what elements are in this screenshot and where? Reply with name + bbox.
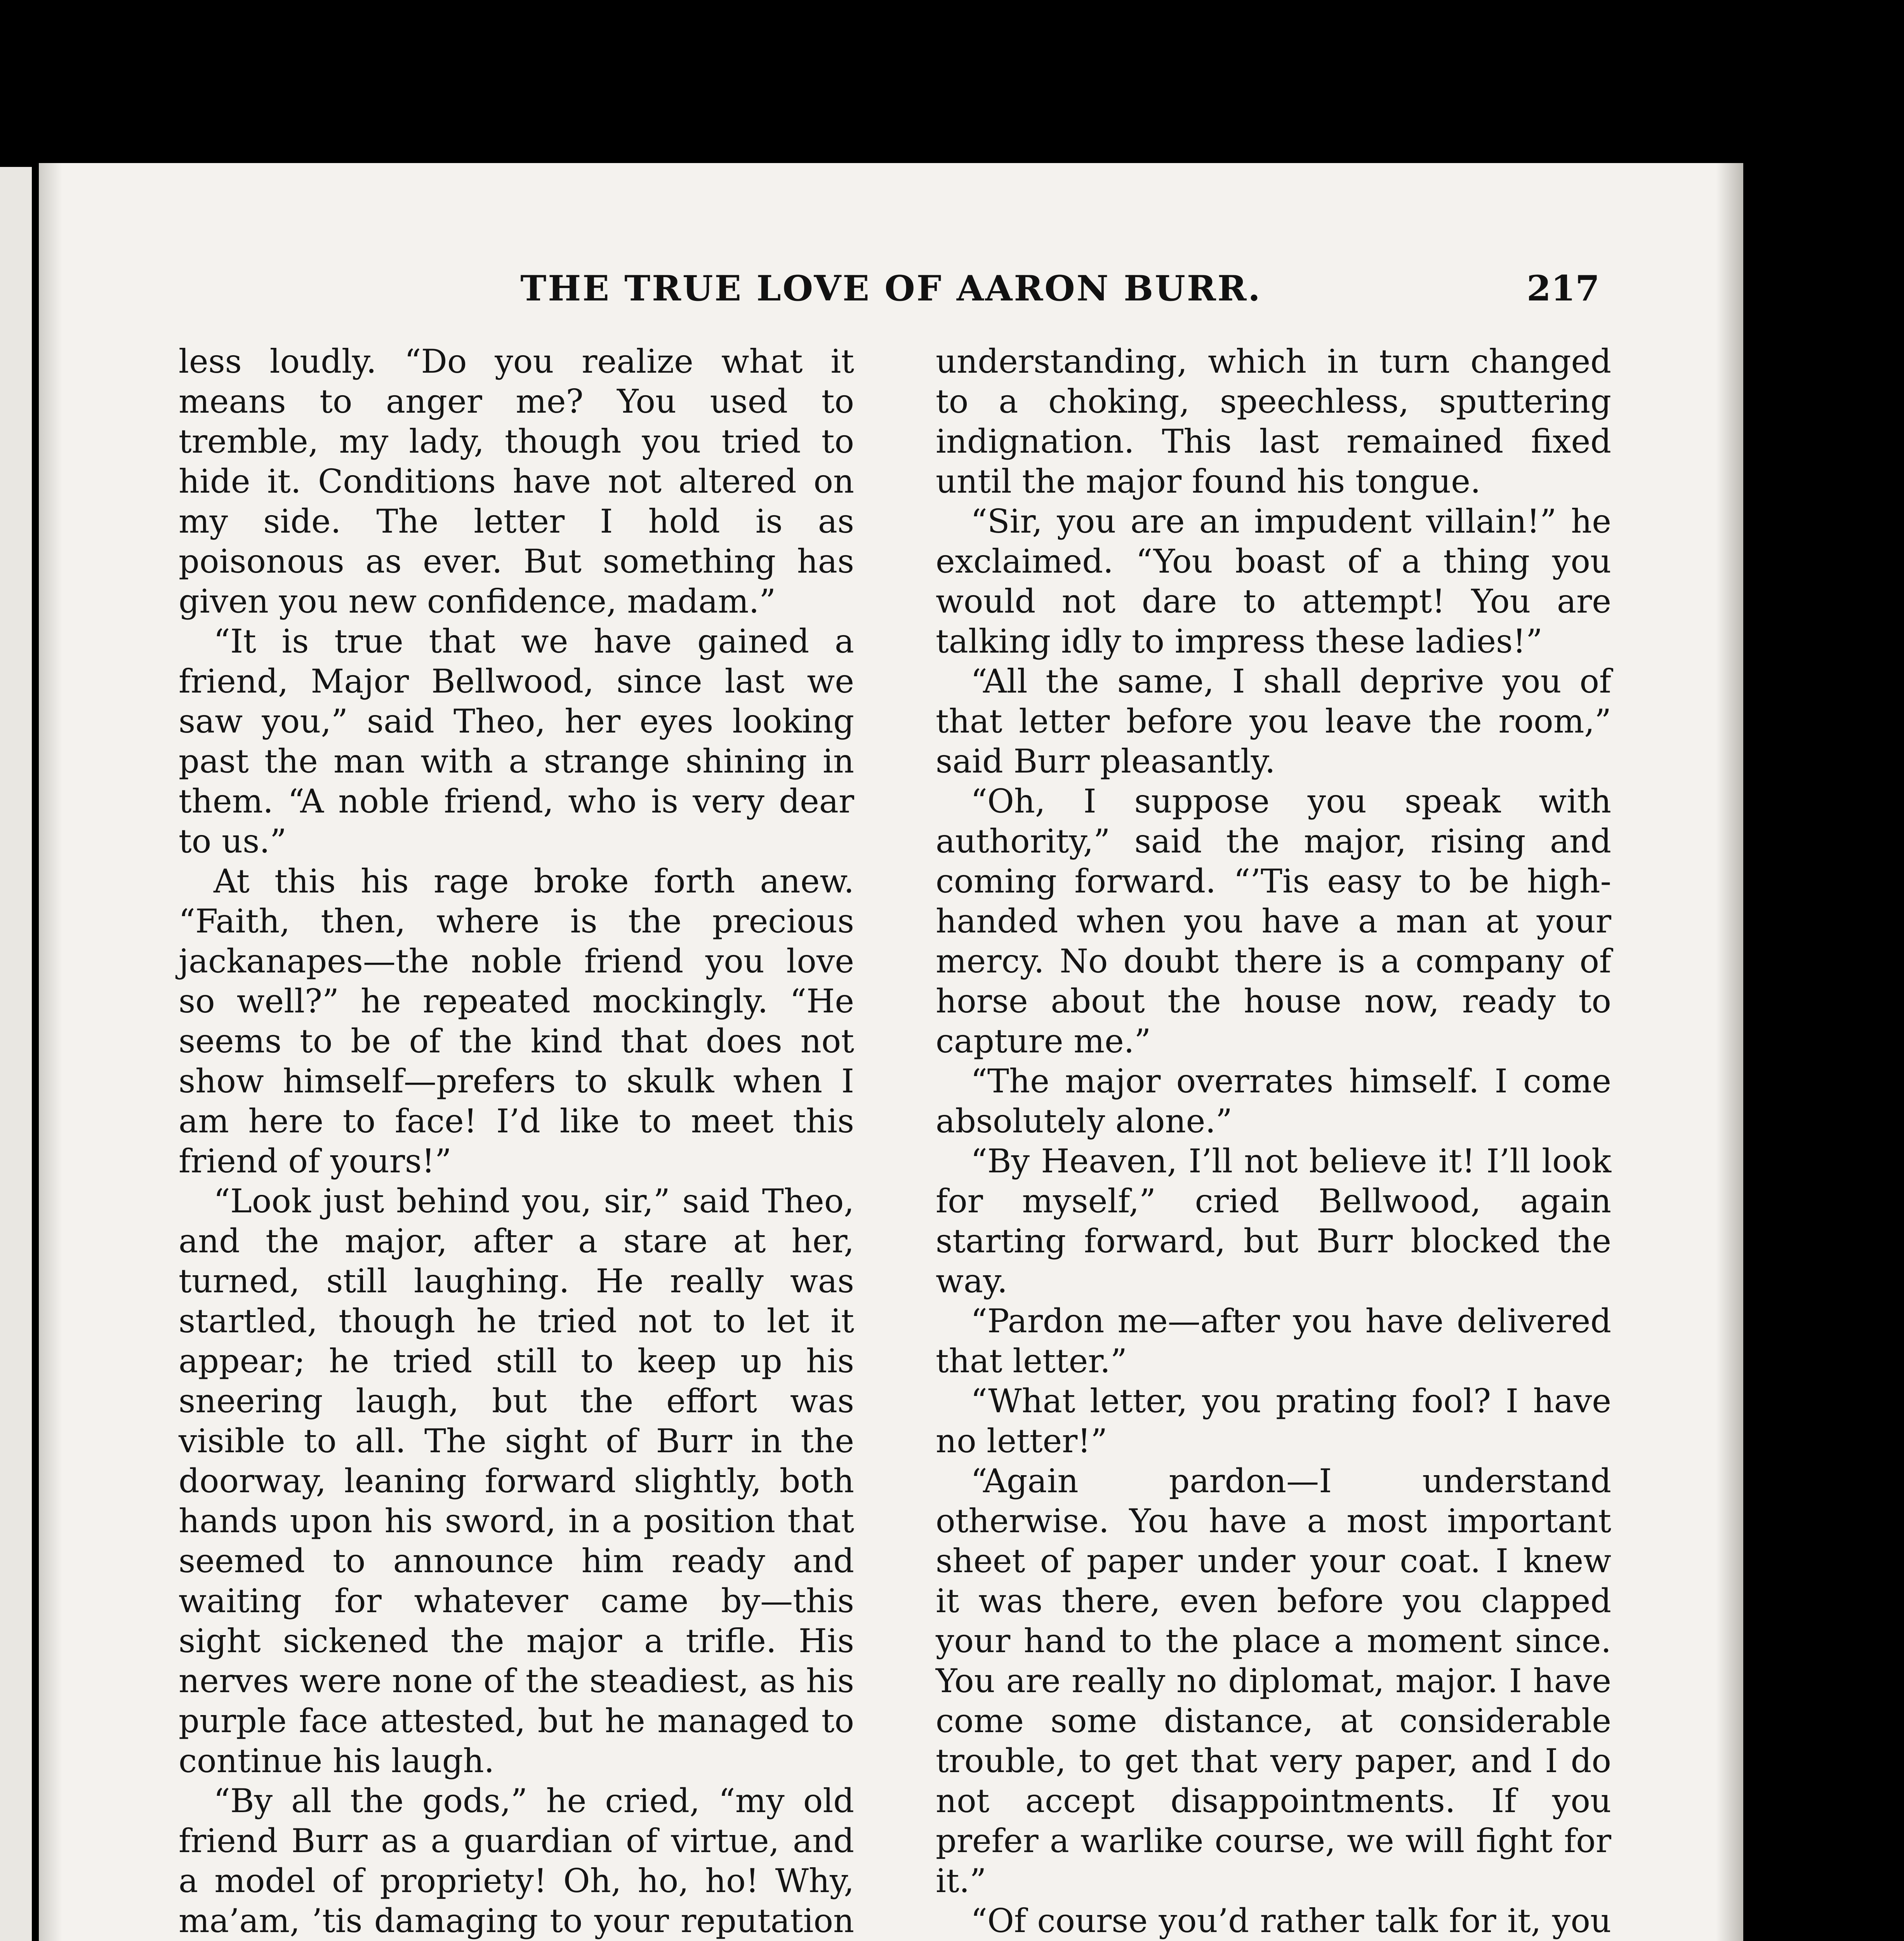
paragraph: “All the same, I shall deprive you of that letter before you leave the room,” said Burr pleasantly. (936, 662, 1611, 780)
paragraph: “It is true that we have gained a friend, Major Bellwood, since last we saw you,” said Theo, her eyes looking past the man with a strange shining in them. “A noble friend, who is very dear to us.” (179, 622, 854, 860)
paragraph: “The major overrates himself. I come absolutely alone.” (936, 1062, 1611, 1140)
paragraph: less loudly. “Do you realize what it means to anger me? You used to tremble, my lady, though you tried to hide it. Conditions have not altered on my side. The letter I hold is as poisonous as ever. But something has given you new confidence, madam.” (179, 342, 854, 620)
right-column (936, 342, 1611, 1941)
page-header (179, 268, 1603, 322)
paragraph: understanding, which in turn changed to a choking, speechless, sputtering indignation. This last remained fixed until the major found his tongue. (936, 342, 1611, 500)
paragraph: “What letter, you prating fool? I have no letter!” (936, 1382, 1611, 1460)
paragraph: “By Heaven, I’ll not believe it! I’ll look for myself,” cried Bellwood, again starting forward, but Burr blocked the way. (936, 1142, 1611, 1300)
page-number: 217 (1527, 268, 1600, 309)
paragraph: “Sir, you are an impudent villain!” he exclaimed. “You boast of a thing you would not dare to attempt! You are talking idly to impress these ladies!” (936, 502, 1611, 660)
book-page (39, 163, 1743, 1941)
paragraph: “Pardon me—after you have delivered that letter.” (936, 1302, 1611, 1380)
paragraph: “Oh, I suppose you speak with authority,” said the major, rising and coming forward. “’Tis easy to be high-handed when you have a man at your mercy. No doubt there is a company of horse about the house now, ready to capture me.” (936, 782, 1611, 1060)
page-edge-shadow (1716, 163, 1743, 1941)
paragraph: “Look just behind you, sir,” said Theo, and the major, after a stare at her, turned, still laughing. He really was startled, though he tried not to let it appear; he tried still to keep up his sneering laugh, but the effort was visible to all. The sight of Burr in the doorway, leaning forward slightly, both hands upon his sword, in a position that seemed to announce him ready and waiting for whatever came by—this sight sickened the major a trifle. His nerves were none of the steadiest, as his purple face attested, but he managed to continue his laugh. (179, 1182, 854, 1780)
left-column (179, 342, 854, 1941)
paragraph: At this his rage broke forth anew. “Faith, then, where is the precious jackanapes—the noble friend you love so well?” he repeated mockingly. “He seems to be of the kind that does not show himself—prefers to skulk when I am here to face! I’d like to meet this friend of yours!” (179, 862, 854, 1180)
paragraph: “Of course you’d rather talk for it, you (971, 1902, 1611, 1940)
running-head: THE TRUE LOVE OF AARON BURR. (520, 268, 1262, 309)
paragraph: “Again pardon—I understand otherwise. You have a most important sheet of paper under your coat. I knew it was there, even before you clapped your hand to the place a moment since. You are really no diplomat, major. I have come some distance, at considerable trouble, to get that very paper, and I do not accept disappointments. If you prefer a warlike course, we will fight for it.” (936, 1462, 1611, 1900)
page-gutter-shadow (39, 163, 62, 1941)
text-columns (179, 342, 1611, 1941)
paragraph: “By all the gods,” he cried, “my old friend Burr as a guardian of virtue, and a model of propriety! Oh, ho, ho! Why, ma’am, ’tis damaging to your reputation (179, 1782, 854, 1940)
facing-page-edge (0, 167, 32, 1941)
